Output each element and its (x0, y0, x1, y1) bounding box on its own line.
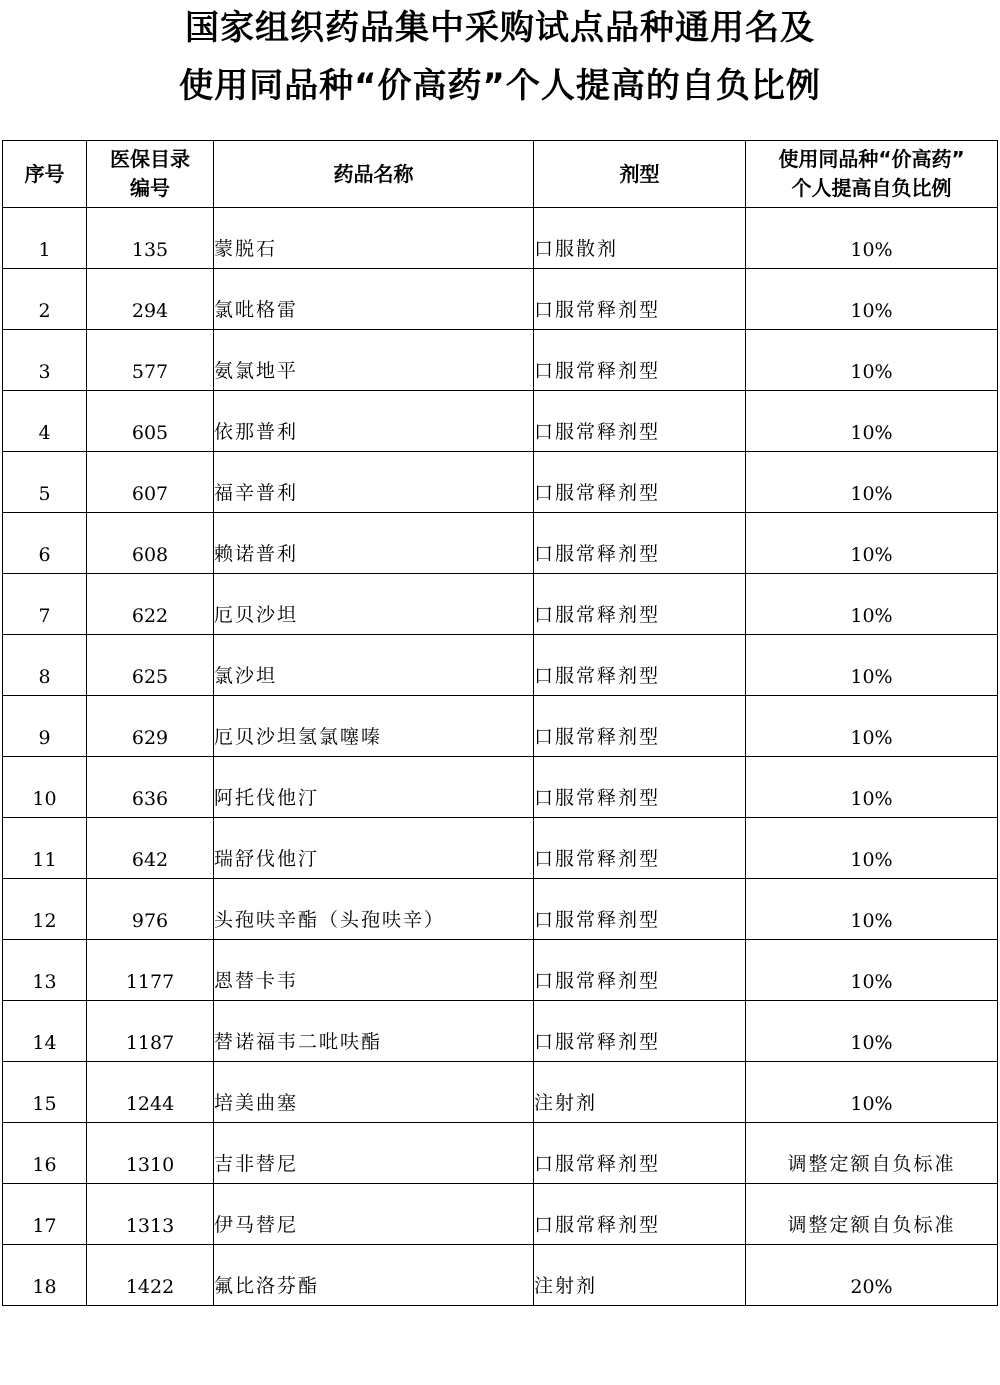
table-row (3, 818, 998, 879)
cell-drug-name: 依那普利 (214, 391, 534, 452)
cell-code: 607 (87, 452, 214, 513)
header-seq: 序号 (3, 141, 87, 208)
cell-seq: 11 (3, 818, 87, 879)
table-row (3, 513, 998, 574)
cell-dosage-form: 口服常释剂型 (534, 269, 746, 330)
cell-ratio: 10% (746, 940, 998, 1001)
cell-dosage-form: 口服常释剂型 (534, 879, 746, 940)
cell-seq: 15 (3, 1062, 87, 1123)
cell-seq: 10 (3, 757, 87, 818)
header-name: 药品名称 (214, 141, 534, 208)
cell-drug-name: 氯沙坦 (214, 635, 534, 696)
cell-drug-name: 福辛普利 (214, 452, 534, 513)
cell-drug-name: 阿托伐他汀 (214, 757, 534, 818)
cell-seq: 3 (3, 330, 87, 391)
header-form: 剂型 (534, 141, 746, 208)
table-row (3, 391, 998, 452)
table-row (3, 452, 998, 513)
cell-code: 976 (87, 879, 214, 940)
cell-code: 642 (87, 818, 214, 879)
cell-ratio: 10% (746, 696, 998, 757)
cell-code: 294 (87, 269, 214, 330)
cell-seq: 8 (3, 635, 87, 696)
header-code-line2: 编号 (130, 176, 170, 200)
cell-seq: 14 (3, 1001, 87, 1062)
table-row (3, 879, 998, 940)
cell-code: 622 (87, 574, 214, 635)
table-row (3, 1184, 998, 1245)
cell-ratio: 10% (746, 818, 998, 879)
document-title-line2: 使用同品种“价高药”个人提高的自负比例 (179, 66, 821, 106)
cell-code: 135 (87, 208, 214, 269)
cell-code: 1310 (87, 1123, 214, 1184)
header-code-line1: 医保目录 (110, 147, 190, 171)
cell-seq: 16 (3, 1123, 87, 1184)
cell-dosage-form: 注射剂 (534, 1245, 746, 1306)
cell-dosage-form: 口服常释剂型 (534, 513, 746, 574)
cell-ratio: 10% (746, 879, 998, 940)
cell-code: 577 (87, 330, 214, 391)
cell-seq: 13 (3, 940, 87, 1001)
cell-drug-name: 替诺福韦二吡呋酯 (214, 1001, 534, 1062)
cell-ratio: 10% (746, 513, 998, 574)
table-row (3, 208, 998, 269)
header-row (3, 141, 998, 208)
header-ratio (746, 141, 998, 208)
cell-dosage-form: 口服常释剂型 (534, 635, 746, 696)
cell-ratio: 10% (746, 1001, 998, 1062)
table-header (3, 141, 998, 208)
cell-dosage-form: 口服常释剂型 (534, 696, 746, 757)
cell-code: 605 (87, 391, 214, 452)
cell-ratio: 10% (746, 452, 998, 513)
cell-drug-name: 蒙脱石 (214, 208, 534, 269)
cell-code: 1177 (87, 940, 214, 1001)
table-row (3, 1245, 998, 1306)
header-ratio-line2: 个人提高自负比例 (791, 176, 952, 200)
cell-seq: 7 (3, 574, 87, 635)
cell-dosage-form: 口服常释剂型 (534, 391, 746, 452)
cell-dosage-form: 口服常释剂型 (534, 574, 746, 635)
cell-code: 625 (87, 635, 214, 696)
cell-drug-name: 厄贝沙坦氢氯噻嗪 (214, 696, 534, 757)
drug-table (2, 140, 998, 1306)
cell-dosage-form: 口服常释剂型 (534, 1184, 746, 1245)
cell-seq: 9 (3, 696, 87, 757)
cell-dosage-form: 口服常释剂型 (534, 330, 746, 391)
cell-drug-name: 赖诺普利 (214, 513, 534, 574)
cell-dosage-form: 口服散剂 (534, 208, 746, 269)
table-row (3, 757, 998, 818)
cell-code: 629 (87, 696, 214, 757)
cell-dosage-form: 口服常释剂型 (534, 818, 746, 879)
cell-code: 1313 (87, 1184, 214, 1245)
header-code (87, 141, 214, 208)
cell-dosage-form: 注射剂 (534, 1062, 746, 1123)
cell-drug-name: 厄贝沙坦 (214, 574, 534, 635)
cell-drug-name: 瑞舒伐他汀 (214, 818, 534, 879)
cell-drug-name: 伊马替尼 (214, 1184, 534, 1245)
cell-seq: 1 (3, 208, 87, 269)
cell-seq: 18 (3, 1245, 87, 1306)
cell-drug-name: 氨氯地平 (214, 330, 534, 391)
cell-seq: 4 (3, 391, 87, 452)
table-row (3, 696, 998, 757)
table-row (3, 574, 998, 635)
cell-dosage-form: 口服常释剂型 (534, 1123, 746, 1184)
cell-drug-name: 培美曲塞 (214, 1062, 534, 1123)
table-body (3, 208, 998, 1306)
document-title-line1: 国家组织药品集中采购试点品种通用名及 (185, 8, 815, 48)
cell-dosage-form: 口服常释剂型 (534, 757, 746, 818)
cell-code: 1422 (87, 1245, 214, 1306)
cell-ratio: 10% (746, 574, 998, 635)
cell-dosage-form: 口服常释剂型 (534, 940, 746, 1001)
cell-ratio: 10% (746, 757, 998, 818)
cell-seq: 6 (3, 513, 87, 574)
header-ratio-line1: 使用同品种“价高药” (778, 147, 965, 171)
cell-ratio: 10% (746, 1062, 998, 1123)
cell-seq: 5 (3, 452, 87, 513)
table-row (3, 1123, 998, 1184)
cell-ratio: 调整定额自负标准 (746, 1123, 998, 1184)
cell-code: 636 (87, 757, 214, 818)
cell-drug-name: 头孢呋辛酯（头孢呋辛） (214, 879, 534, 940)
cell-ratio: 10% (746, 635, 998, 696)
cell-code: 1244 (87, 1062, 214, 1123)
cell-ratio: 20% (746, 1245, 998, 1306)
cell-drug-name: 恩替卡韦 (214, 940, 534, 1001)
table-row (3, 635, 998, 696)
cell-seq: 17 (3, 1184, 87, 1245)
cell-code: 1187 (87, 1001, 214, 1062)
cell-seq: 12 (3, 879, 87, 940)
cell-drug-name: 吉非替尼 (214, 1123, 534, 1184)
table-row (3, 269, 998, 330)
cell-ratio: 10% (746, 391, 998, 452)
cell-dosage-form: 口服常释剂型 (534, 1001, 746, 1062)
cell-code: 608 (87, 513, 214, 574)
cell-seq: 2 (3, 269, 87, 330)
cell-drug-name: 氟比洛芬酯 (214, 1245, 534, 1306)
table-row (3, 330, 998, 391)
table-row (3, 1001, 998, 1062)
cell-ratio: 10% (746, 330, 998, 391)
table-row (3, 940, 998, 1001)
cell-ratio: 10% (746, 269, 998, 330)
cell-ratio: 调整定额自负标准 (746, 1184, 998, 1245)
cell-dosage-form: 口服常释剂型 (534, 452, 746, 513)
table-row (3, 1062, 998, 1123)
cell-ratio: 10% (746, 208, 998, 269)
cell-drug-name: 氯吡格雷 (214, 269, 534, 330)
